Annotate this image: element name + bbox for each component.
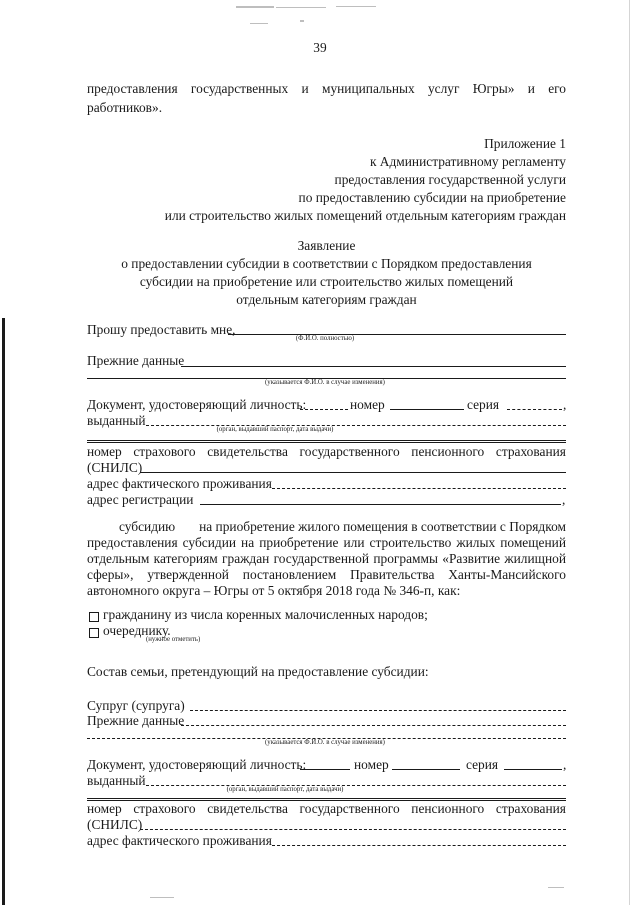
subsidy-word: субсидию (119, 519, 176, 534)
snils-word: свидетельства (207, 801, 288, 816)
snils-word: номер (87, 444, 122, 459)
fio-hint: (Ф.И.О. полностью) (295, 335, 355, 342)
appendix-line-4: по предоставлению субсидии на приобретение (298, 190, 566, 205)
subsidy-word: постановлением (242, 567, 337, 582)
series-input-line[interactable] (507, 409, 562, 410)
snils-word: страхования (495, 801, 566, 816)
title-line-3: отдельным категориям граждан (236, 292, 417, 307)
family-heading: Состав семьи, претендующий на предоставление субсидии: (87, 664, 429, 679)
snils-label: (СНИЛС) (87, 460, 143, 475)
request-label: Прошу предоставить мне, (87, 322, 236, 337)
subsidy-line-3: отдельным категориям граждан государственной программы «Развитие жилищной (87, 551, 566, 566)
family-issued-label: выданный (87, 773, 146, 788)
snils-word: государственного (299, 801, 400, 816)
subsidy-word: Ханты-Мансийского (448, 567, 566, 582)
snils-word: государственного (299, 444, 400, 459)
scan-noise (276, 7, 326, 8)
family-document-label: Документ, удостоверяющий личность: (87, 757, 307, 772)
spouse-label: Супруг (супруга) (87, 698, 185, 713)
issued-label: выданный (87, 413, 146, 428)
actual-address-input-line[interactable] (272, 488, 566, 489)
scan-noise (150, 897, 174, 898)
scan-noise (300, 20, 304, 22)
option-queue-label: очереднику. (103, 623, 171, 638)
snils-word: номер (87, 801, 122, 816)
series-label: серия (467, 397, 500, 412)
subsidy-line-4 (87, 567, 566, 583)
snils-word: пенсионного (411, 444, 485, 459)
number-label: номер (350, 397, 385, 412)
comma: , (563, 397, 567, 412)
family-series-input-line[interactable] (504, 769, 562, 770)
family-snils-input-line[interactable] (140, 829, 566, 830)
subsidy-line-1 (87, 519, 566, 535)
family-number-input-line[interactable] (392, 769, 460, 770)
family-snils-line (87, 801, 566, 817)
option-indigenous-checkbox[interactable] (89, 612, 99, 622)
registration-input-line[interactable] (200, 504, 561, 505)
family-previous-data-label: Прежние данные (87, 713, 185, 728)
previous-data-hint: (указывается Ф.И.О. в случае изменения) (265, 379, 385, 386)
actual-address-label: адрес фактического проживания (87, 476, 272, 491)
title-line-2: субсидии на приобретение или строительство жилых помещений (139, 274, 514, 289)
family-number-label: номер (354, 757, 389, 772)
snils-word: страхового (133, 444, 196, 459)
scan-edge-line (629, 0, 630, 905)
option-queue-checkbox[interactable] (89, 628, 99, 638)
document-type-input[interactable] (300, 409, 348, 410)
appendix-line-3: предоставления государственной услуги (334, 172, 566, 187)
appendix-line-2: к Административному регламенту (369, 154, 566, 169)
subsidy-text: на приобретение жилого помещения в соответствии с Порядком (199, 519, 566, 534)
family-series-label: серия (466, 757, 499, 772)
family-actual-address-label: адрес фактического проживания (87, 833, 272, 848)
comma: , (563, 757, 567, 772)
subsidy-line-5: автономного округа – Югры от 5 октября 2018 года № 346-п, как: (87, 583, 461, 598)
family-actual-address-input-line[interactable] (272, 845, 566, 846)
title-heading: Заявление (297, 238, 356, 253)
scan-edge-bar (2, 318, 5, 905)
snils-input-line[interactable] (140, 472, 566, 473)
spouse-input-line[interactable] (190, 710, 566, 711)
title-line-1: о предоставлении субсидии в соответствии с Порядком предоставления (121, 256, 532, 271)
subsidy-line-2: предоставления субсидии на приобретение или строительство жилых помещений (87, 535, 566, 550)
header-line-2: работников». (87, 100, 163, 115)
comma: , (562, 492, 566, 507)
subsidy-word: утвержденной (147, 567, 229, 582)
scan-noise (336, 6, 376, 7)
scan-noise (250, 23, 268, 24)
appendix-line-5: или строительство жилых помещений отдельным категориям граждан (164, 208, 566, 223)
number-input-line[interactable] (390, 409, 464, 410)
subsidy-word: Правительства (350, 567, 435, 582)
scan-noise (236, 6, 274, 8)
family-previous-data-hint: (указывается Ф.И.О. в случае изменения) (265, 739, 385, 746)
scan-noise (548, 887, 564, 888)
family-issued-hint: (орган, выдавший паспорт, дата выдачи) (226, 786, 344, 793)
subsidy-word: сферы», (87, 567, 134, 582)
family-snils-label: (СНИЛС) (87, 817, 143, 832)
separator-double-rule (87, 440, 566, 443)
issued-hint: (орган, выдавший паспорт, дата выдачи) (216, 426, 334, 433)
previous-data-input-line[interactable] (181, 366, 566, 367)
snils-word: свидетельства (207, 444, 288, 459)
snils-word: страхового (133, 801, 196, 816)
family-previous-data-input-line[interactable] (181, 725, 566, 726)
page-number: 39 (313, 40, 327, 55)
previous-data-label: Прежние данные (87, 353, 185, 368)
snils-line (87, 444, 566, 460)
appendix-line-1: Приложение 1 (484, 136, 566, 151)
family-document-type-input[interactable] (300, 769, 350, 770)
registration-label: адрес регистрации (87, 492, 194, 507)
snils-word: пенсионного (411, 801, 485, 816)
document-label: Документ, удостоверяющий личность: (87, 397, 307, 412)
options-hint: (нужное отметить) (146, 636, 201, 643)
header-line-1: предоставления государственных и муниципальных услуг Югры» и его (87, 81, 566, 96)
snils-word: страхования (495, 444, 566, 459)
option-indigenous-label: гражданину из числа коренных малочисленных народов; (103, 607, 428, 622)
